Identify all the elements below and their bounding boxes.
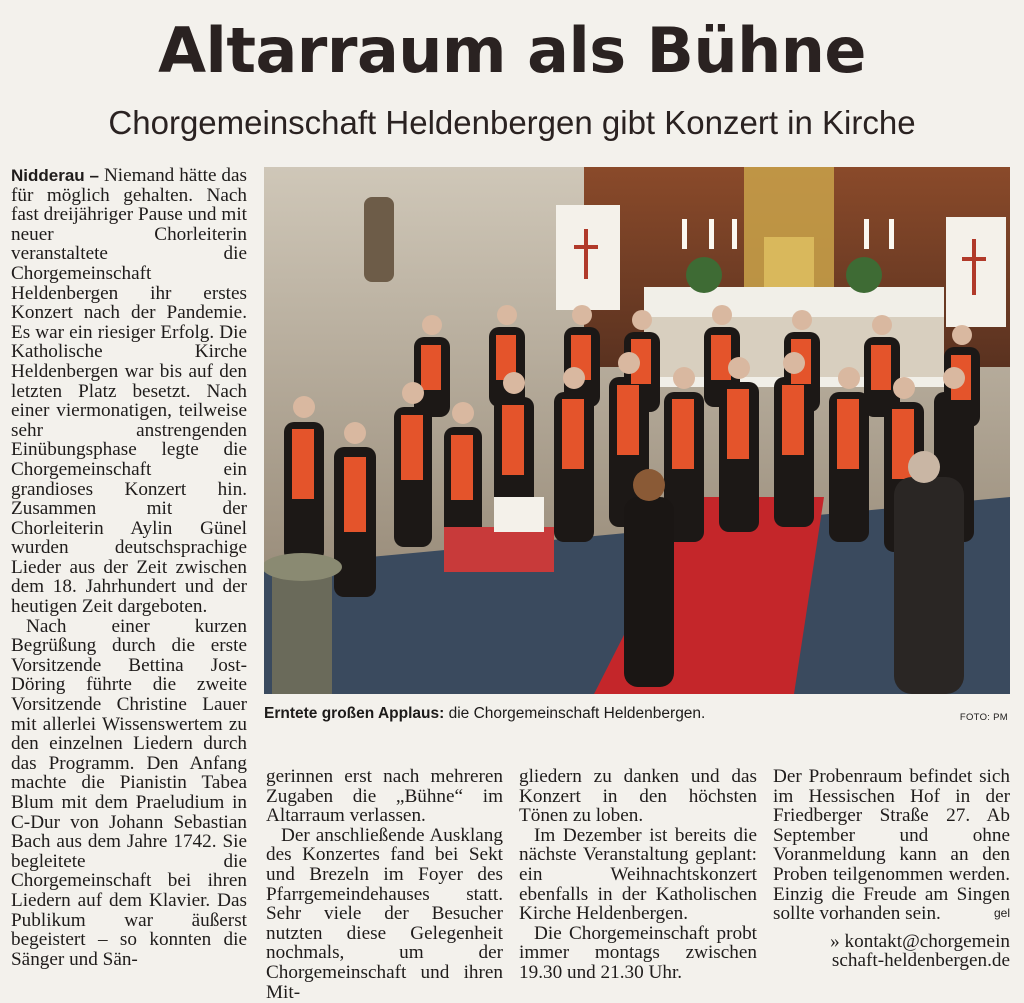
contact-line-1[interactable]: » kontakt@chorgemein bbox=[830, 930, 1010, 952]
caption-text: die Chorgemeinschaft Heldenbergen. bbox=[444, 705, 706, 722]
paragraph-1-text: Niemand hätte das für möglich gehalten. Nach fast dreijähriger Pause und mit neuer Chorleiterin veranstaltete die Chorgemeinschaft Heldenbergen ihr erstes Konzert nach der Pandemie. Es war ein riesiger Erfolg. Die Katholische Kirche Heldenbergen war bis auf den letzten Platz besetzt. Nach einer viermonatigen, teilweise sehr anstrengenden Einübungsphase legte die Chorgemeinschaft ein grandioses Konzert hin. Zusammen mit der Chorleiterin Aylin Günel wurden deutschsprachige Lieder aus der Zeit zwischen dem 18. Jahrhundert und der heutigen Zeit dargeboten. bbox=[11, 165, 248, 618]
paragraph-6-text: Der Probenraum befindet sich im Hessischen Hof in der Friedberger Straße 27. Ab September und ohne Voranmeldung kann an den Proben teilgenommen werden. Einzig die Freude am Singen sollte vorhanden sein. bbox=[773, 766, 1010, 925]
paragraph-3-continued: gliedern zu danken und das Konzert in den höchsten Tönen zu loben. bbox=[519, 766, 757, 827]
caption-lead: Erntete großen Applaus: bbox=[264, 705, 445, 722]
choir-photo-illustration bbox=[264, 167, 1010, 694]
paragraph-1 bbox=[11, 166, 247, 617]
contact-line-2[interactable]: schaft-heldenbergen.de bbox=[831, 950, 1010, 972]
article-photo bbox=[264, 167, 1010, 694]
article-column-1 bbox=[11, 166, 247, 969]
article-column-3 bbox=[519, 767, 757, 983]
subheadline: Chorgemeinschaft Heldenbergen gibt Konzert in Kirche bbox=[108, 104, 916, 141]
headline: Altarraum als Bühne bbox=[158, 14, 866, 87]
article-column-2 bbox=[266, 767, 503, 1002]
article-column-4 bbox=[773, 767, 1010, 971]
photo-caption bbox=[264, 705, 1010, 723]
author-initials: gel bbox=[993, 906, 1010, 921]
paragraph-5: Die Chorgemeinschaft probt immer montags zwischen 19.30 und 21.30 Uhr. bbox=[519, 922, 757, 983]
photo-credit: FOTO: PM bbox=[959, 712, 1008, 723]
dateline: Nidderau – bbox=[11, 166, 99, 185]
paragraph-2: Nach einer kurzen Begrüßung durch die erste Vorsitzende Bettina Jost-Döring führte die zweite Vorsitzende Christine Lauer mit allerlei Wissenswertem zu den einzelnen Liedern durch das Programm. Den Anfang machte die Pianistin Tabea Blum mit dem Praeludium in C-Dur von Johann Sebastian Bach aus dem Jahre 1742. Sie begleitete die Chorgemeinschaft bei ihren Liedern auf dem Klavier. Das Publikum war äußerst begeistert – so konnten die Sänger und Sän- bbox=[11, 615, 247, 970]
contact-block bbox=[773, 932, 1010, 971]
paragraph-2-continued: gerinnen erst nach mehreren Zugaben die „Bühne“ im Altarraum verlassen. bbox=[266, 766, 503, 827]
paragraph-3: Der anschließende Ausklang des Konzertes fand bei Sekt und Brezeln im Foyer des Pfarrgemeindehauses statt. Sehr viele der Besucher nutzten diese Gelegenheit nochmals, um der Chorgemeinschaft und ihren Mit- bbox=[266, 824, 503, 1003]
paragraph-4: Im Dezember ist bereits die nächste Veranstaltung geplant: ein Weihnachtskonzert ebenfalls in der Katholischen Kirche Heldenbergen. bbox=[519, 824, 757, 925]
paragraph-6 bbox=[773, 767, 1010, 924]
